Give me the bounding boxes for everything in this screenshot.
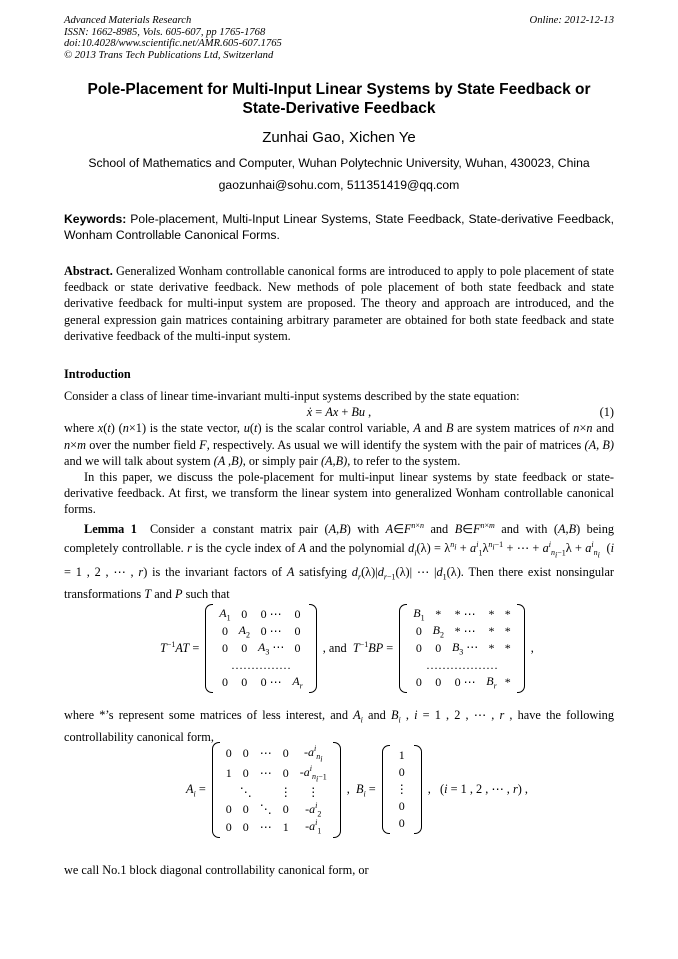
abstract-text: Generalized Wonham controllable canonical forms are introduced to apply to pole placement of state feedback or state derivative feedback. New methods of pole placement of both state feedback and state derivative feedback for multi-input system are proposed. The theory and approach are introduced, and the general expression gain matrices containing arbitrary parameter are obtained for both state feedback and state derivative feedback of the multi-input system. xyxy=(64,264,614,343)
last-line: we call No.1 block diagonal controllability canonical form, or xyxy=(64,863,369,877)
journal-name: Advanced Materials Research xyxy=(64,15,192,26)
emails: gaozunhai@sohu.com, 511351419@qq.com xyxy=(218,178,460,192)
online-date: Online: 2012-12-13 xyxy=(529,15,614,26)
journal-header xyxy=(64,15,282,61)
matrix-ai: 0 0 ⋯ 0 $-a^i_{n_i}$ 1 0 ⋯ 0 $-a^i_{n_i-1}$ ⋱ ⋮ ⋮ 0 0 ⋱ 0 $-a^i_2$ 0 0 ⋯ 1 $-a^i_1$ xyxy=(212,742,341,838)
authors: Zunhai Gao, Xichen Ye xyxy=(262,129,416,146)
lemma-1: Lemma 1 Consider a constant matrix pair (A,B) with $A\in F^{n\times n}$ and $B\in F^{n\times m}$ and with (A,B) being completely controllable. r is the cycle index of A and the polynomial $d_i(\lambda) = \lambda^{n_i} + a^i_1\lambda^{n_i-1}$ + ⋯ + $a^i_{n_i-1}\lambda + a^i_{n_i}$ (i = 1 , 2 , ⋯ , r) is the invariant factors of A satisfying $d_r(\lambda)|d_{r-1}(\lambda)|$ ⋯ $|d_1(\lambda)$. Then there exist nonsingular transformations T and P such that xyxy=(64,520,615,601)
keywords xyxy=(64,212,614,243)
matrix-tat: $A_1$ 0 0 ⋯ 0 0 $A_2$ 0 ⋯ 0 0 0 $A_3$ ⋯ 0 …………… 0 0 0 ⋯ $A_r$ xyxy=(205,604,317,693)
eq1-number: (1) xyxy=(599,405,614,420)
keywords-label: Keywords: xyxy=(64,212,127,226)
para-paper: In this paper, we discuss the pole-placement for multi-input linear systems by state feedback or state-derivative feedback. At first, we transform the linear system into generalized Wonham controllable canonical forms. xyxy=(64,470,614,517)
abstract-label: Abstract. xyxy=(64,264,113,278)
keywords-text: Pole-placement, Multi-Input Linear Systems, State Feedback, State-derivative Feedback, Wonham Controllable Canonical Forms. xyxy=(64,212,615,242)
equation-1: ẋ = Ax + Bu , (1) xyxy=(306,405,614,420)
intro-body xyxy=(64,388,614,602)
canonical-form: $A_i$ = 0 0 ⋯ 0 $-a^i_{n_i}$ 1 0 ⋯ 0 $-a^i_{n_i-1}$ ⋱ ⋮ ⋮ 0 0 ⋱ 0 $-a^i_2$ 0 0 ⋯ 1 $-a^i_1$ , $B_i$ = 1 0 ⋮ 0 0 , (i = 1 , 2 , ⋯ , r) , xyxy=(186,744,528,836)
intro-heading: Introduction xyxy=(64,367,131,381)
matrix-equations: $T^{-1}AT$ = $A_1$ 0 0 ⋯ 0 0 $A_2$ 0 ⋯ 0 0 0 $A_3$ ⋯ 0 …………… 0 0 0 ⋯ $A_r$ , and $T^{-1}BP$ = $B_1$ * * ⋯ * * 0 $B_2$ * ⋯ * * 0 0 $B_3$ ⋯ * * ……………… 0 0 0 ⋯ $B_r$ * , xyxy=(160,604,534,693)
doi-line: doi:10.4028/www.scientific.net/AMR.605-607.1765 xyxy=(64,38,282,49)
copyright-line: © 2013 Trans Tech Publications Ltd, Switzerland xyxy=(64,49,274,61)
where-paragraph: where *’s represent some matrices of less interest, and $A_i$ and $B_i$ , i = 1 , 2 , ⋯ , r , have the following controllability canonical form, xyxy=(64,708,614,744)
paper-title xyxy=(60,80,618,118)
issn-line: ISSN: 1662-8985, Vols. 605-607, pp 1765-1768 xyxy=(64,26,266,38)
affiliation: School of Mathematics and Computer, Wuhan Polytechnic University, Wuhan, 430023, China xyxy=(88,156,590,170)
intro-sentence: Consider a class of linear time-invariant multi-input systems described by the state equation: xyxy=(64,389,520,403)
title-line-2: State-Derivative Feedback xyxy=(242,100,436,117)
matrix-tbp: $B_1$ * * ⋯ * * 0 $B_2$ * ⋯ * * 0 0 $B_3$ ⋯ * * ……………… 0 0 0 ⋯ $B_r$ * xyxy=(399,604,525,693)
abstract xyxy=(64,263,614,344)
para-where: where x(t) (n×1) is the state vector, u(t) is the scalar control variable, A and B are system matrices of n×n and n×m over the number field F, respectively. As usual we will identify the system with the pair of matrices (A, B) and we will talk about system (A ,B), or simply pair (A,B), to refer to the system. xyxy=(64,421,615,468)
title-line-1: Pole-Placement for Multi-Input Linear Systems by State Feedback or xyxy=(87,81,591,98)
matrix-bi: 1 0 ⋮ 0 0 xyxy=(382,745,422,834)
